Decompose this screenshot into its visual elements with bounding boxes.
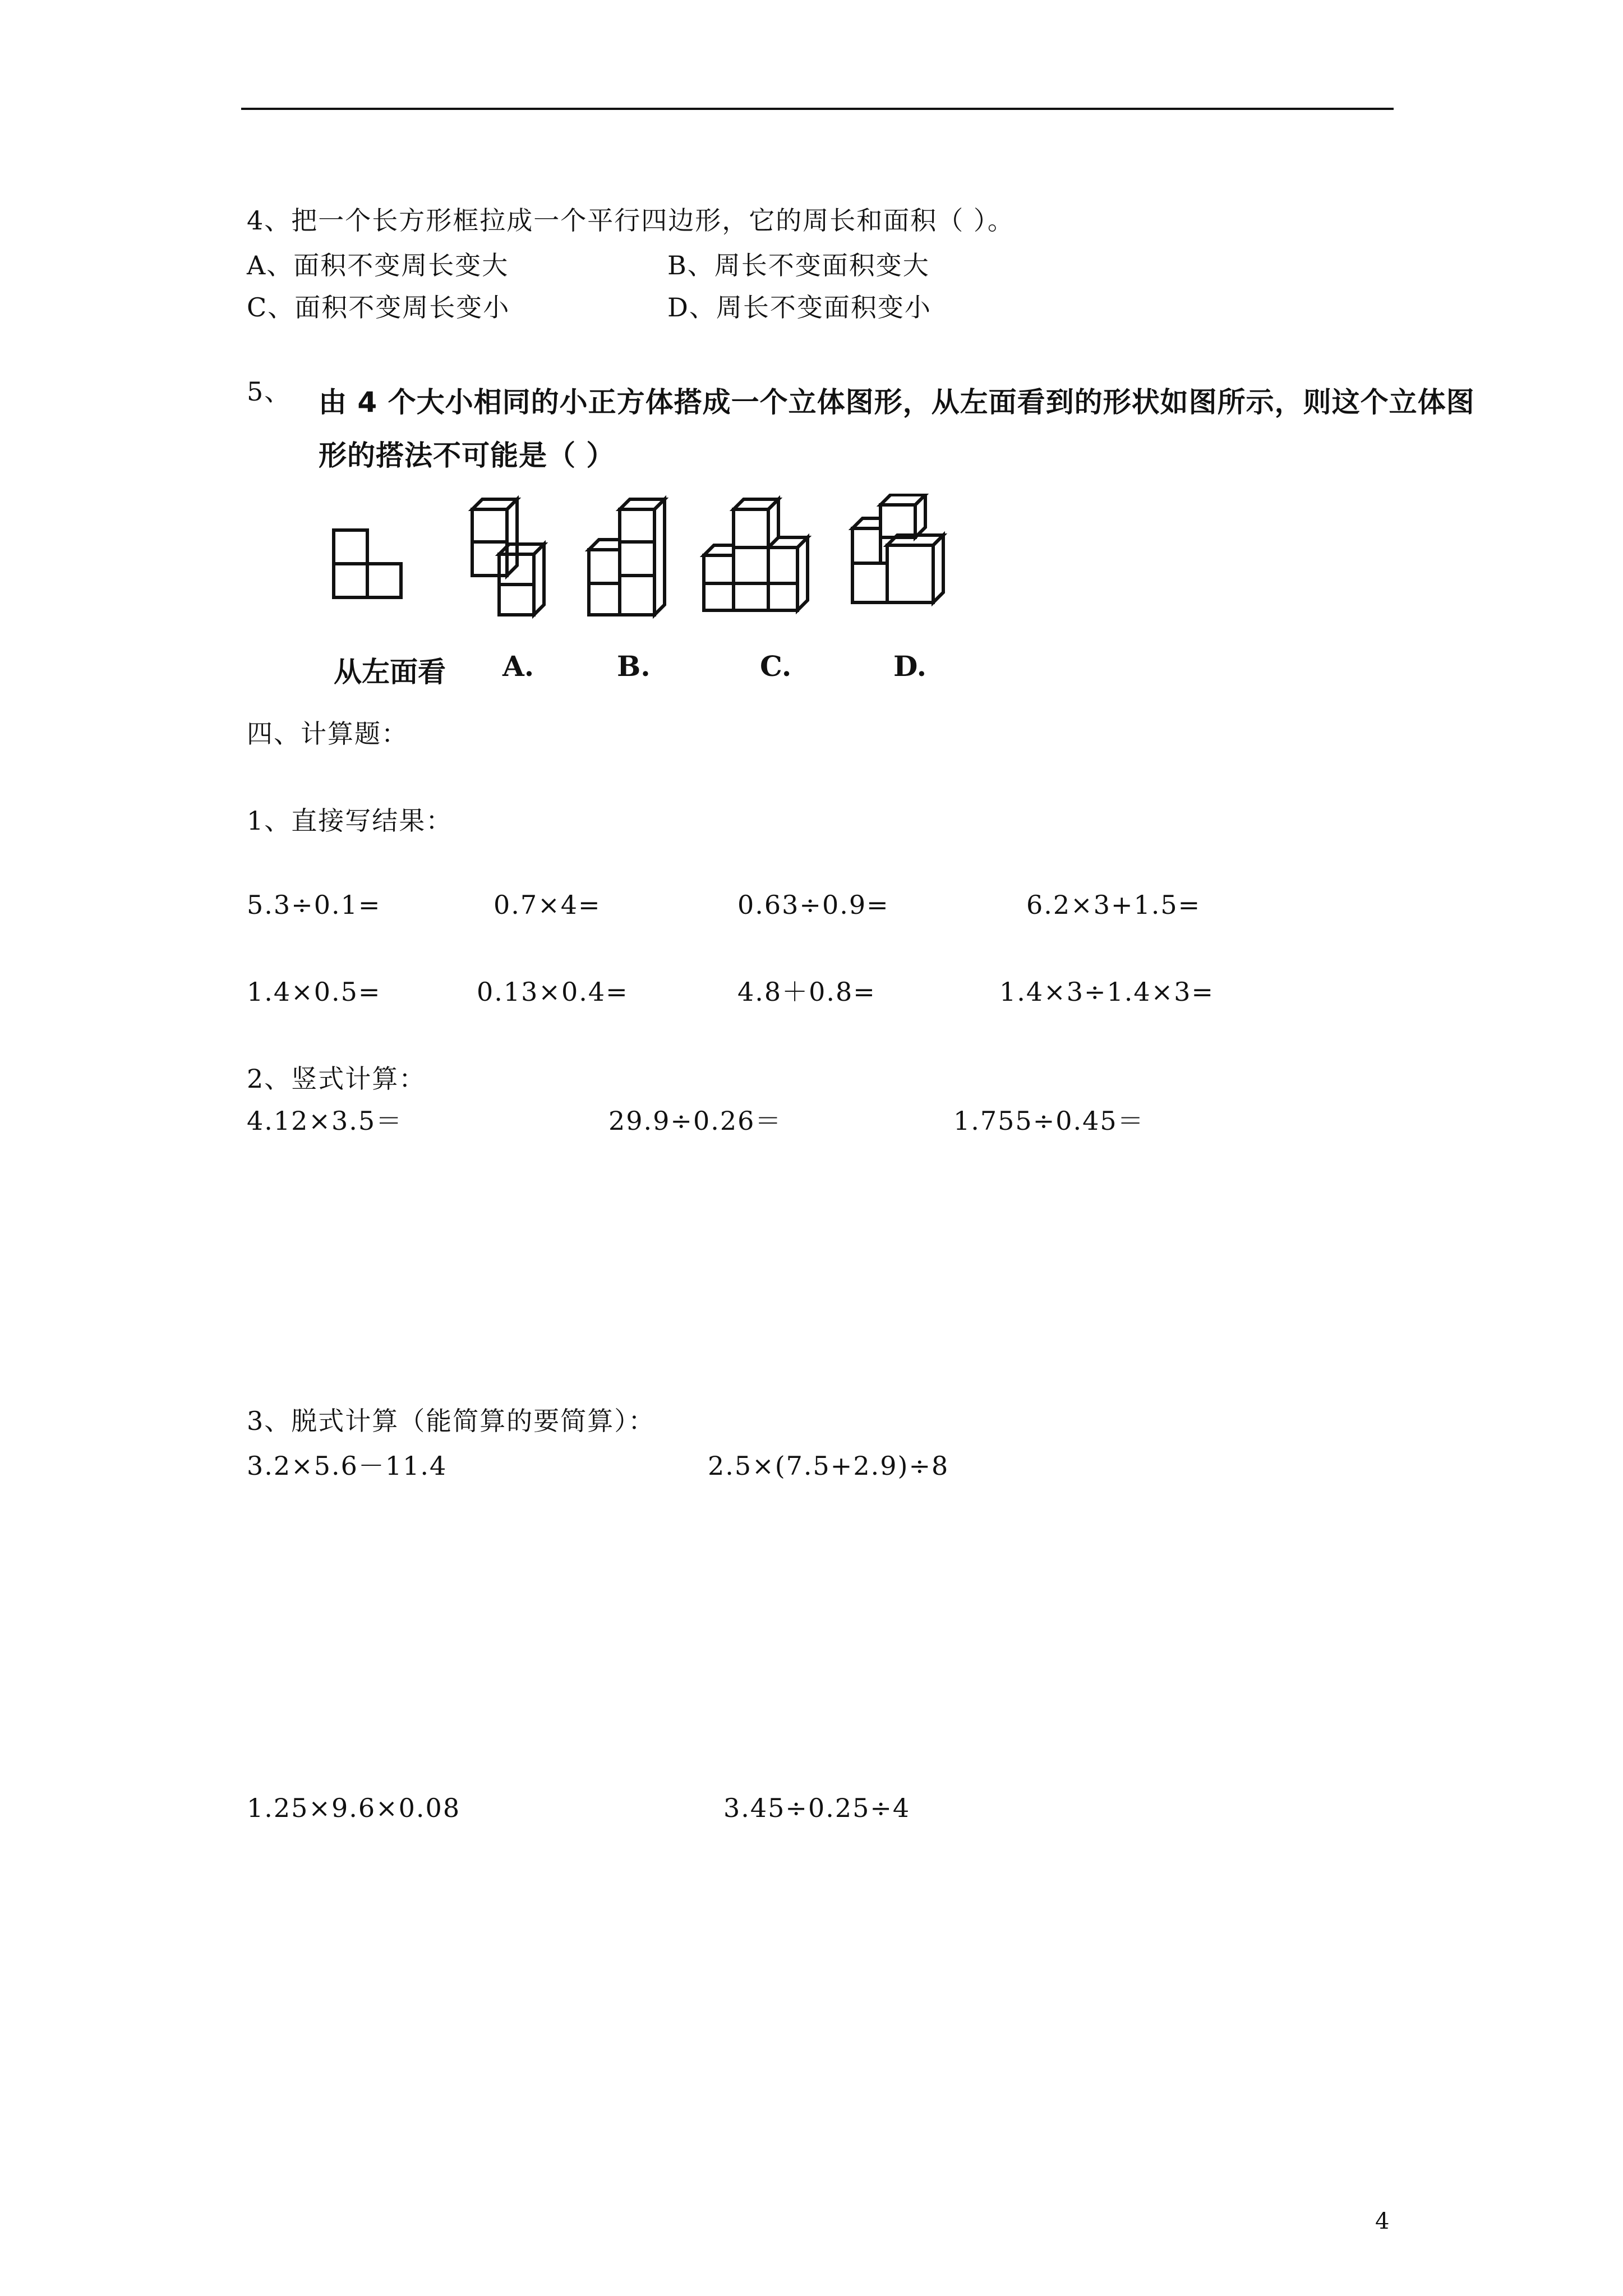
p2-item-1: 4.12×3.5＝	[247, 1106, 403, 1136]
p1-r1-c3: 0.63÷0.9=	[737, 890, 889, 920]
page-number: 4	[1375, 2208, 1390, 2234]
p3-item-4: 3.45÷0.25÷4	[723, 1793, 911, 1823]
p3-item-1: 3.2×5.6－11.4	[247, 1451, 448, 1481]
option-a-cubes	[472, 499, 544, 615]
p1-r2-c4: 1.4×3÷1.4×3=	[999, 977, 1215, 1007]
figure-label-c: C.	[760, 650, 792, 683]
q4-option-b: B、周长不变面积变大	[667, 250, 930, 280]
q5-line1: 由 4 个大小相同的小正方体搭成一个立体图形，从左面看到的形状如图所示，则这个立体图	[319, 386, 1475, 418]
p2-item-3: 1.755÷0.45＝	[953, 1106, 1145, 1136]
p1-title: 1、直接写结果：	[247, 806, 453, 836]
q4-stem: 4、把一个长方形框拉成一个平行四边形，它的周长和面积（ ）。	[247, 205, 1015, 236]
p3-title: 3、脱式计算（能简算的要简算）：	[247, 1406, 656, 1436]
header-rule	[241, 108, 1394, 110]
figure-label-left-view: 从左面看	[334, 656, 446, 688]
section4-title: 四、计算题：	[247, 719, 408, 749]
figure-label-b: B.	[617, 650, 651, 683]
figure-label-d: D.	[893, 650, 926, 683]
q4-option-a: A、面积不变周长变大	[247, 250, 509, 280]
q5-figure	[314, 494, 965, 688]
q5-line2: 形的搭法不可能是（ ）	[319, 439, 615, 472]
q4-option-c: C、面积不变周长变小	[247, 292, 510, 323]
option-d-cubes	[852, 495, 943, 602]
p1-r1-c1: 5.3÷0.1=	[247, 890, 381, 920]
p1-r1-c2: 0.7×4=	[494, 890, 601, 920]
q4-option-d: D、周长不变面积变小	[667, 292, 932, 323]
p2-item-2: 29.9÷0.26＝	[608, 1106, 782, 1136]
left-view-shape	[334, 530, 401, 597]
p2-title: 2、竖式计算：	[247, 1064, 426, 1094]
option-b-cubes	[589, 499, 665, 615]
p1-r2-c1: 1.4×0.5=	[247, 977, 381, 1007]
q5-number: 5、	[247, 376, 292, 407]
p3-item-3: 1.25×9.6×0.08	[247, 1793, 461, 1823]
figure-label-a: A.	[502, 650, 534, 683]
p1-r2-c2: 0.13×0.4=	[477, 977, 629, 1007]
p1-r1-c4: 6.2×3+1.5=	[1026, 890, 1201, 920]
option-c-cubes	[704, 499, 808, 610]
p3-item-2: 2.5×(7.5+2.9)÷8	[708, 1451, 949, 1481]
p1-r2-c3: 4.8＋0.8=	[737, 977, 876, 1007]
